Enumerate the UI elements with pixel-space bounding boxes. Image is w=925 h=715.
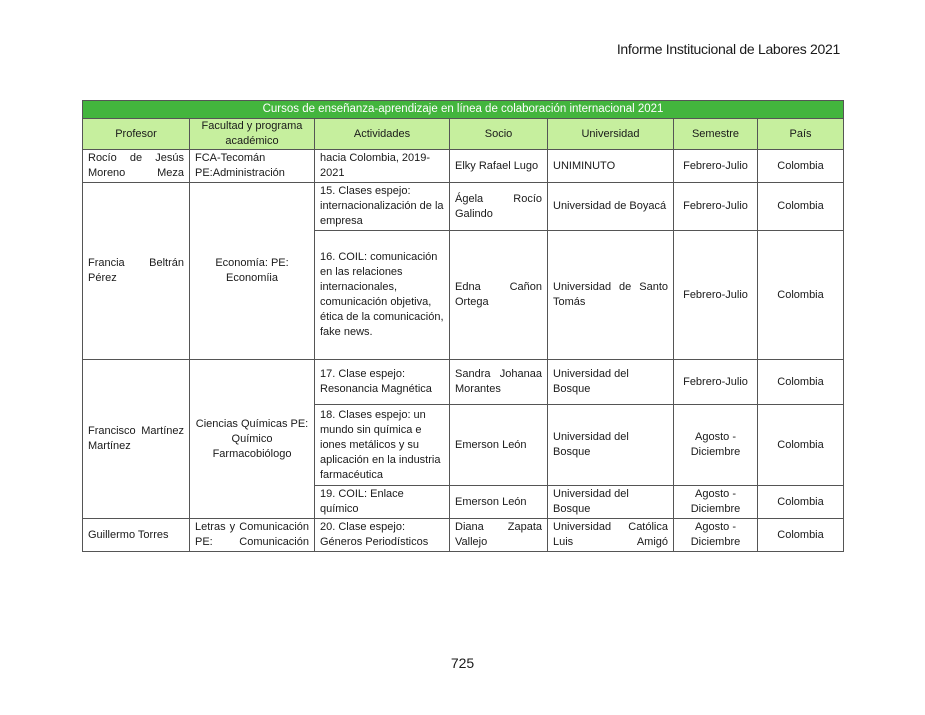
column-header-facultad: Facultad y programa académico xyxy=(190,119,315,150)
cell-facultad: Ciencias Químicas PE: Químico Farmacobiólogo xyxy=(190,360,315,519)
table-row xyxy=(83,519,844,552)
column-header-semestre: Semestre xyxy=(674,119,758,150)
cell-socio: Sandra Johanaa Morantes xyxy=(450,360,548,405)
cell-actividades: 20. Clase espejo: Géneros Periodísticos xyxy=(315,519,450,552)
table-title-row xyxy=(83,101,844,119)
column-header-profesor: Profesor xyxy=(83,119,190,150)
cell-actividades: 17. Clase espejo: Resonancia Magnética xyxy=(315,360,450,405)
cell-actividades: hacia Colombia, 2019-2021 xyxy=(315,150,450,183)
cell-semestre: Agosto - Diciembre xyxy=(674,405,758,486)
table-title: Cursos de enseñanza-aprendizaje en línea de colaboración internacional 2021 xyxy=(83,101,844,119)
table-row xyxy=(83,360,844,405)
cell-semestre: Agosto - Diciembre xyxy=(674,519,758,552)
cell-pais: Colombia xyxy=(758,405,844,486)
column-header-pais: País xyxy=(758,119,844,150)
cell-actividades: 15. Clases espejo: internacionalización de la empresa xyxy=(315,183,450,231)
cell-pais: Colombia xyxy=(758,519,844,552)
cell-semestre: Febrero-Julio xyxy=(674,183,758,231)
cell-profesor: Francia Beltrán Pérez xyxy=(83,183,190,360)
cell-facultad: Letras y Comunicación PE: Comunicación xyxy=(190,519,315,552)
cell-facultad: Economía: PE: Economíia xyxy=(190,183,315,360)
cell-socio: Emerson León xyxy=(450,486,548,519)
cell-socio: Elky Rafael Lugo xyxy=(450,150,548,183)
table-header-row xyxy=(83,119,844,150)
cell-universidad: Universidad de Santo Tomás xyxy=(548,231,674,360)
cell-pais: Colombia xyxy=(758,231,844,360)
cell-universidad: Universidad del Bosque xyxy=(548,486,674,519)
cell-socio: Diana Zapata Vallejo xyxy=(450,519,548,552)
cell-universidad: UNIMINUTO xyxy=(548,150,674,183)
table-row xyxy=(83,183,844,231)
table-row xyxy=(83,150,844,183)
cell-profesor: Francisco Martínez Martínez xyxy=(83,360,190,519)
courses-table xyxy=(82,100,844,552)
cell-universidad: Universidad del Bosque xyxy=(548,405,674,486)
column-header-actividades: Actividades xyxy=(315,119,450,150)
column-header-socio: Socio xyxy=(450,119,548,150)
cell-universidad: Universidad de Boyacá xyxy=(548,183,674,231)
cell-universidad: Universidad Católica Luis Amigó xyxy=(548,519,674,552)
cell-universidad: Universidad del Bosque xyxy=(548,360,674,405)
courses-table-container xyxy=(82,100,843,552)
cell-actividades: 18. Clases espejo: un mundo sin química e iones metálicos y su aplicación en la industria farmacéutica xyxy=(315,405,450,486)
column-header-universidad: Universidad xyxy=(548,119,674,150)
cell-socio: Edna Cañon Ortega xyxy=(450,231,548,360)
cell-semestre: Febrero-Julio xyxy=(674,360,758,405)
cell-actividades: 19. COIL: Enlace químico xyxy=(315,486,450,519)
cell-semestre: Febrero-Julio xyxy=(674,150,758,183)
cell-socio: Ágela Rocío Galindo xyxy=(450,183,548,231)
cell-facultad: FCA-Tecomán PE:Administración xyxy=(190,150,315,183)
cell-pais: Colombia xyxy=(758,360,844,405)
cell-pais: Colombia xyxy=(758,183,844,231)
cell-profesor: Rocío de Jesús Moreno Meza xyxy=(83,150,190,183)
report-header-title: Informe Institucional de Labores 2021 xyxy=(616,41,840,57)
cell-profesor: Guillermo Torres xyxy=(83,519,190,552)
cell-actividades: 16. COIL: comunicación en las relaciones internacionales, comunicación objetiva, ética de la comunicación, fake news. xyxy=(315,231,450,360)
cell-semestre: Febrero-Julio xyxy=(674,231,758,360)
page-number: 725 xyxy=(450,655,475,671)
cell-socio: Emerson León xyxy=(450,405,548,486)
cell-pais: Colombia xyxy=(758,150,844,183)
cell-pais: Colombia xyxy=(758,486,844,519)
cell-semestre: Agosto - Diciembre xyxy=(674,486,758,519)
